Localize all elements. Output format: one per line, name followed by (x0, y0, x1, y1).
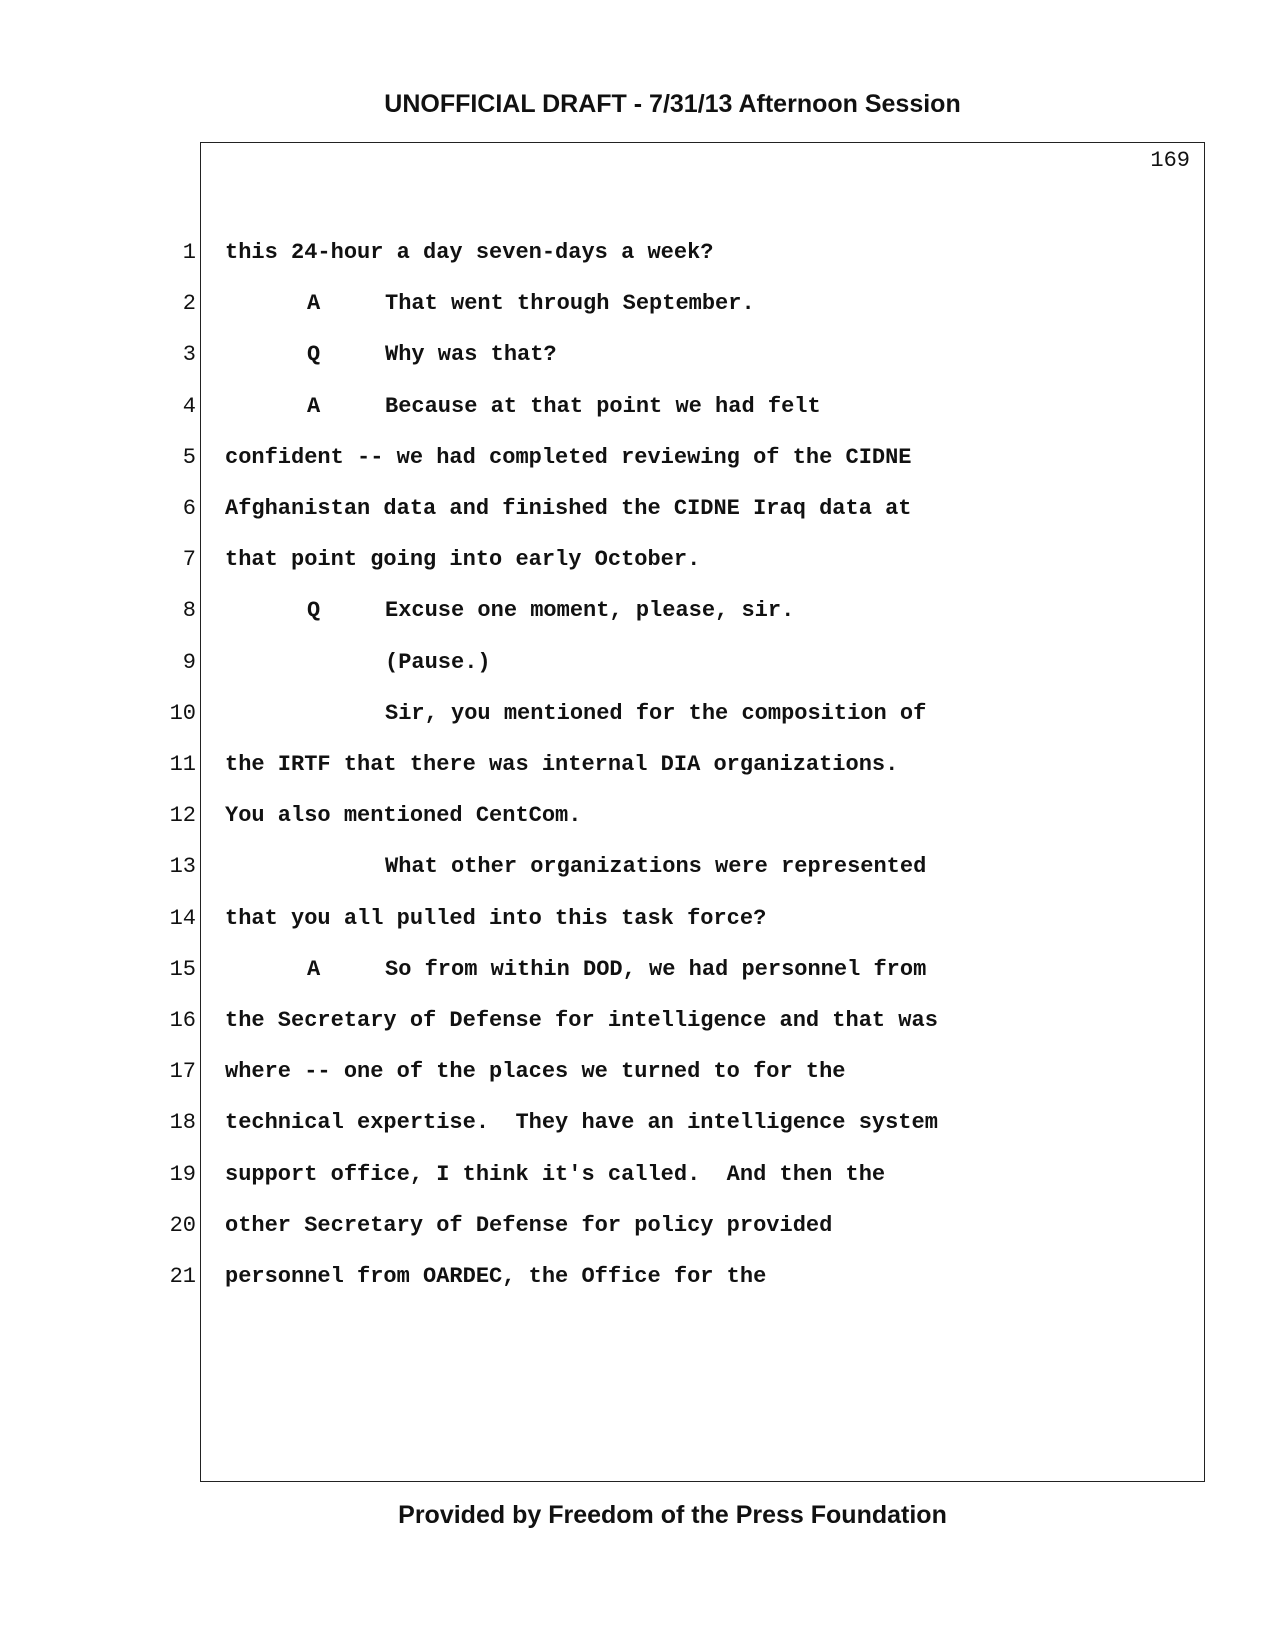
line-number: 7 (182, 547, 196, 573)
speaker-label: Q (307, 598, 321, 624)
line-number: 2 (182, 291, 196, 317)
line-text: So from within DOD, we had personnel from (385, 956, 927, 982)
speaker-label: A (307, 291, 321, 317)
line-text: that point going into early October. (225, 547, 701, 573)
line-number: 17 (169, 1059, 196, 1085)
transcript-line (0, 1211, 1275, 1241)
line-number: 19 (169, 1161, 196, 1187)
transcript-line (0, 955, 1275, 985)
page-number: 169 (1150, 148, 1190, 173)
transcript-line (0, 1160, 1275, 1190)
speaker-label: A (307, 956, 321, 982)
transcript-line (0, 340, 1275, 370)
line-text: Excuse one moment, please, sir. (385, 598, 795, 624)
transcript-line (0, 648, 1275, 678)
line-text: confident -- we had completed reviewing of the CIDNE (225, 444, 912, 470)
line-text: that you all pulled into this task force? (225, 905, 767, 931)
transcript-line (0, 801, 1275, 831)
line-number: 1 (182, 240, 196, 265)
line-text: support office, I think it's called. And then the (225, 1161, 886, 1187)
line-number: 10 (169, 700, 196, 726)
transcript-line (0, 596, 1275, 626)
line-number: 21 (169, 1264, 196, 1289)
transcript-line (0, 443, 1275, 473)
header-title: UNOFFICIAL DRAFT - 7/31/13 Afternoon Session (384, 90, 961, 118)
line-number: 8 (182, 598, 196, 624)
transcript-line (0, 1006, 1275, 1036)
transcript-line (0, 494, 1275, 524)
line-number: 6 (182, 496, 196, 521)
line-number: 3 (182, 342, 196, 368)
line-number: 12 (169, 803, 196, 829)
line-text: this 24-hour a day seven-days a week? (225, 240, 714, 265)
line-text: the Secretary of Defense for intelligence and that was (225, 1008, 938, 1033)
transcript-line (0, 699, 1275, 729)
transcript-line (0, 238, 1275, 268)
speaker-label: A (307, 393, 321, 419)
line-number: 16 (169, 1008, 196, 1033)
line-text: That went through September. (385, 291, 755, 317)
line-text: Because at that point we had felt (385, 393, 821, 419)
speaker-label: Q (307, 342, 321, 368)
line-text: where -- one of the places we turned to for the (225, 1059, 846, 1085)
line-text: You also mentioned CentCom. (225, 803, 582, 829)
line-number: 18 (169, 1110, 196, 1136)
line-number: 14 (169, 905, 196, 931)
line-text: the IRTF that there was internal DIA organizations. (225, 752, 899, 777)
transcript-line (0, 852, 1275, 882)
line-text: personnel from OARDEC, the Office for the (225, 1264, 767, 1289)
line-number: 15 (169, 956, 196, 982)
transcript-line (0, 1262, 1275, 1292)
line-number: 13 (169, 854, 196, 880)
line-text: technical expertise. They have an intelligence system (225, 1110, 938, 1136)
footer-credit: Provided by Freedom of the Press Foundation (398, 1501, 947, 1529)
line-number: 4 (182, 393, 196, 419)
transcript-line (0, 1108, 1275, 1138)
line-text: Sir, you mentioned for the composition of (385, 700, 927, 726)
line-number: 11 (169, 752, 196, 777)
transcript-line (0, 545, 1275, 575)
line-number: 5 (182, 444, 196, 470)
line-text: Afghanistan data and finished the CIDNE Iraq data at (225, 496, 912, 521)
line-number: 20 (169, 1212, 196, 1238)
transcript-line (0, 904, 1275, 934)
line-number: 9 (182, 649, 196, 675)
transcript-line (0, 750, 1275, 780)
line-text: What other organizations were represented (385, 854, 927, 880)
transcript-line (0, 1057, 1275, 1087)
line-text: (Pause.) (385, 649, 491, 675)
transcript-line (0, 289, 1275, 319)
line-text: Why was that? (385, 342, 557, 368)
line-text: other Secretary of Defense for policy provided (225, 1212, 833, 1238)
transcript-line (0, 392, 1275, 422)
